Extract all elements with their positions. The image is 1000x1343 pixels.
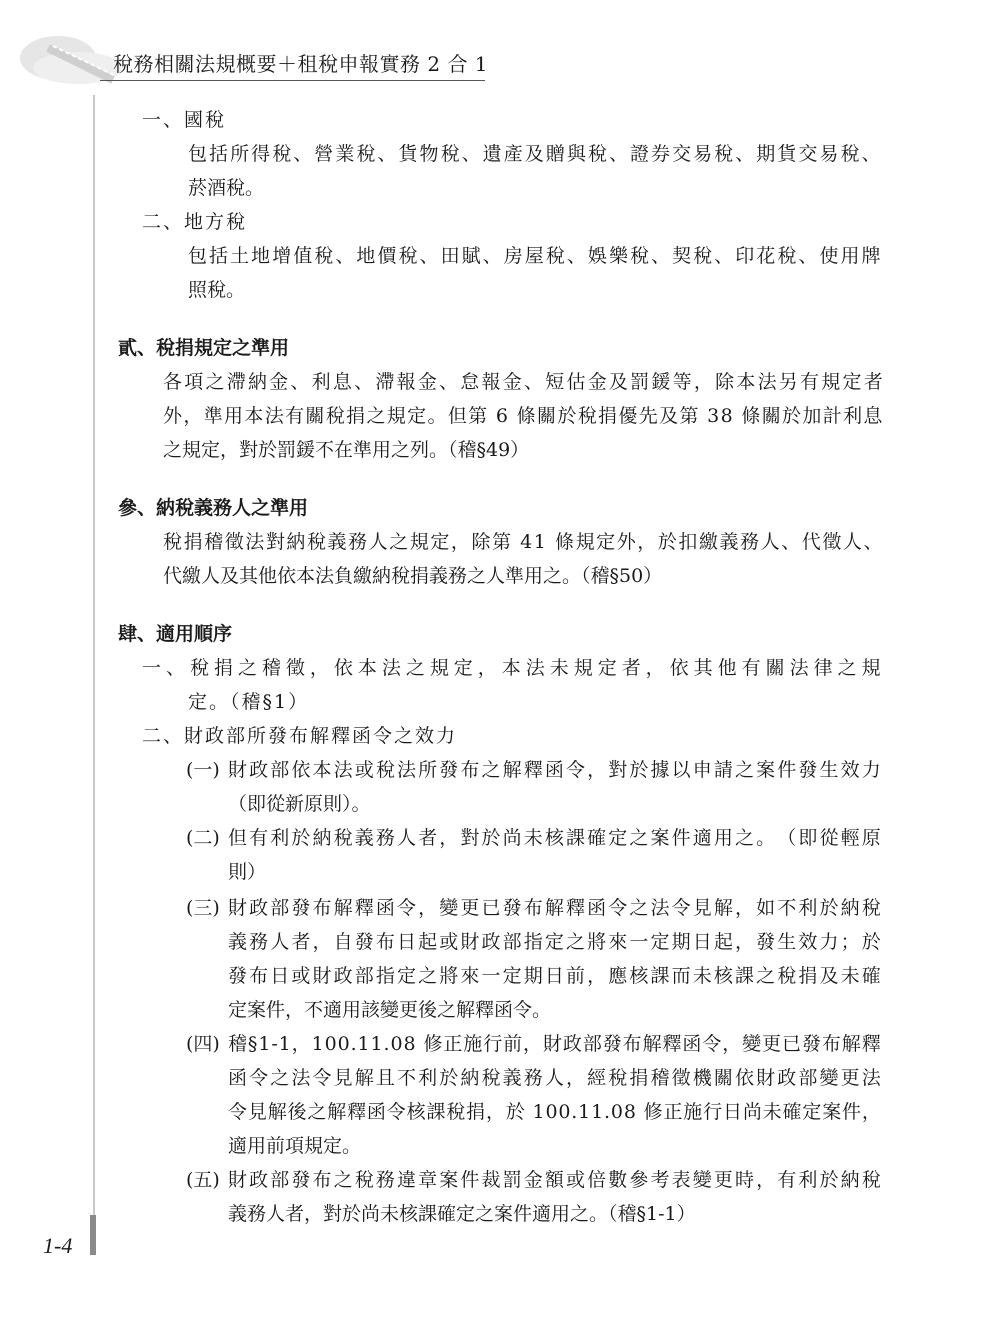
header-rule <box>100 80 485 81</box>
list-label: (四) <box>186 1033 220 1055</box>
text-line: 適用前項規定。 <box>228 1135 362 1157</box>
text-line: 外 ， 準 用 本 法 有 關 稅 捐 之 規 定 。 但 第 6 條 關 於 稅 捐 優 先 及 第 3 8 條 關 於 加 計 利 息 <box>163 405 883 427</box>
text-line: 則） <box>228 861 267 883</box>
running-header-title: 稅務相關法規概要＋租稅申報實務 2 合 1 <box>113 52 489 76</box>
text-line: 財 政 部 發 布 之 稅 務 違 章 案 件 裁 罰 金 額 或 倍 數 參 考 表 變 更 時 ， 有 利 於 納 稅 <box>228 1169 881 1191</box>
list-label: (一) <box>186 759 220 781</box>
text-line: 之規定，對於罰鍰不在準用之列。（稽§49） <box>163 439 530 461</box>
text-line: 但 有 利 於 納 稅 義 務 人 者 ， 對 於 尚 未 核 課 確 定 之 案 件 適 用 之 。 （ 即 從 輕 原 <box>228 827 881 849</box>
text-line: （即從新原則）。 <box>228 793 371 815</box>
left-margin-rule <box>93 95 95 1215</box>
text-line: 包 括 所 得 稅 、 營 業 稅 、 貨 物 稅 、 遺 產 及 贈 與 稅 、 證 券 交 易 稅 、 期 貨 交 易 稅 、 <box>188 143 881 165</box>
section-heading-4: 肆、適用順序 <box>118 623 233 645</box>
text-line: 照稅。 <box>188 279 246 301</box>
text-line: 各 項 之 滯 納 金 、 利 息 、 滯 報 金 、 怠 報 金 、 短 估 金 及 罰 鍰 等 ， 除 本 法 另 有 規 定 者 <box>163 371 883 393</box>
text-line: 一 、 稅 捐 之 稽 徵 ， 依 本 法 之 規 定 ， 本 法 未 規 定 者 ， 依 其 他 有 關 法 律 之 規 <box>142 657 881 679</box>
text-line: 稽 § 1 - 1 ， 1 0 0 . 1 1 . 0 8 修 正 施 行 前 ， 財 政 部 發 布 解 釋 函 令 ， 變 更 已 發 布 解 釋 <box>228 1033 881 1055</box>
text-line: 義務人者，對於尚未核課確定之案件適用之。（稽§1-1） <box>228 1203 696 1225</box>
text-line: 定案件，不適用該變更後之解釋函令。 <box>228 999 552 1021</box>
text-line: 財 政 部 發 布 解 釋 函 令 ， 變 更 已 發 布 解 釋 函 令 之 法 令 見 解 ， 如 不 利 於 納 稅 <box>228 897 881 919</box>
text-line: 包 括 土 地 增 值 稅 、 地 價 稅 、 田 賦 、 房 屋 稅 、 娛 樂 稅 、 契 稅 、 印 花 稅 、 使 用 牌 <box>188 245 881 267</box>
section-heading-3: 參、納稅義務人之準用 <box>118 497 309 519</box>
list-label: (二) <box>186 827 220 849</box>
text-line: 稅 捐 稽 徵 法 對 納 稅 義 務 人 之 規 定 ， 除 第 4 1 條 規 定 外 ， 於 扣 繳 義 務 人 、 代 徵 人 、 <box>163 531 883 553</box>
text-line: 財 政 部 依 本 法 或 稅 法 所 發 布 之 解 釋 函 令 ， 對 於 據 以 申 請 之 案 件 發 生 效 力 <box>228 759 881 781</box>
text-line: 代繳人及其他依本法負繳納稅捐義務之人準用之。（稽§50） <box>163 565 663 587</box>
page-number: 1-4 <box>43 1233 73 1258</box>
text-line: 菸酒稅。 <box>188 177 265 199</box>
list-label: (五) <box>186 1169 220 1191</box>
list-label: (三) <box>186 897 220 919</box>
item-title-interpretation-effect: 二、財政部所發布解釋函令之效力 <box>142 725 458 747</box>
item-title-national-tax: 一、國稅 <box>142 109 227 131</box>
text-line: 義 務 人 者 ， 自 發 布 日 起 或 財 政 部 指 定 之 將 來 一 定 期 日 起 ， 發 生 效 力 ； 於 <box>228 931 881 953</box>
margin-marker <box>90 1215 96 1255</box>
text-line: 令 見 解 後 之 解 釋 函 令 核 課 稅 捐 ， 於 1 0 0 . 1 1 . 0 8 修 正 施 行 日 尚 未 確 定 案 件 ， <box>228 1101 881 1123</box>
text-line: 發 布 日 或 財 政 部 指 定 之 將 來 一 定 期 日 前 ， 應 核 課 而 未 核 課 之 稅 捐 及 未 確 <box>228 965 881 987</box>
corner-decoration-graphic <box>18 18 128 88</box>
section-heading-2: 貳、稅捐規定之準用 <box>118 337 290 359</box>
text-line: 定。（稽§1） <box>188 691 310 713</box>
item-title-local-tax: 二、地方稅 <box>142 211 248 233</box>
text-line: 函 令 之 法 令 見 解 且 不 利 於 納 稅 義 務 人 ， 經 稅 捐 稽 徵 機 關 依 財 政 部 變 更 法 <box>228 1067 881 1089</box>
